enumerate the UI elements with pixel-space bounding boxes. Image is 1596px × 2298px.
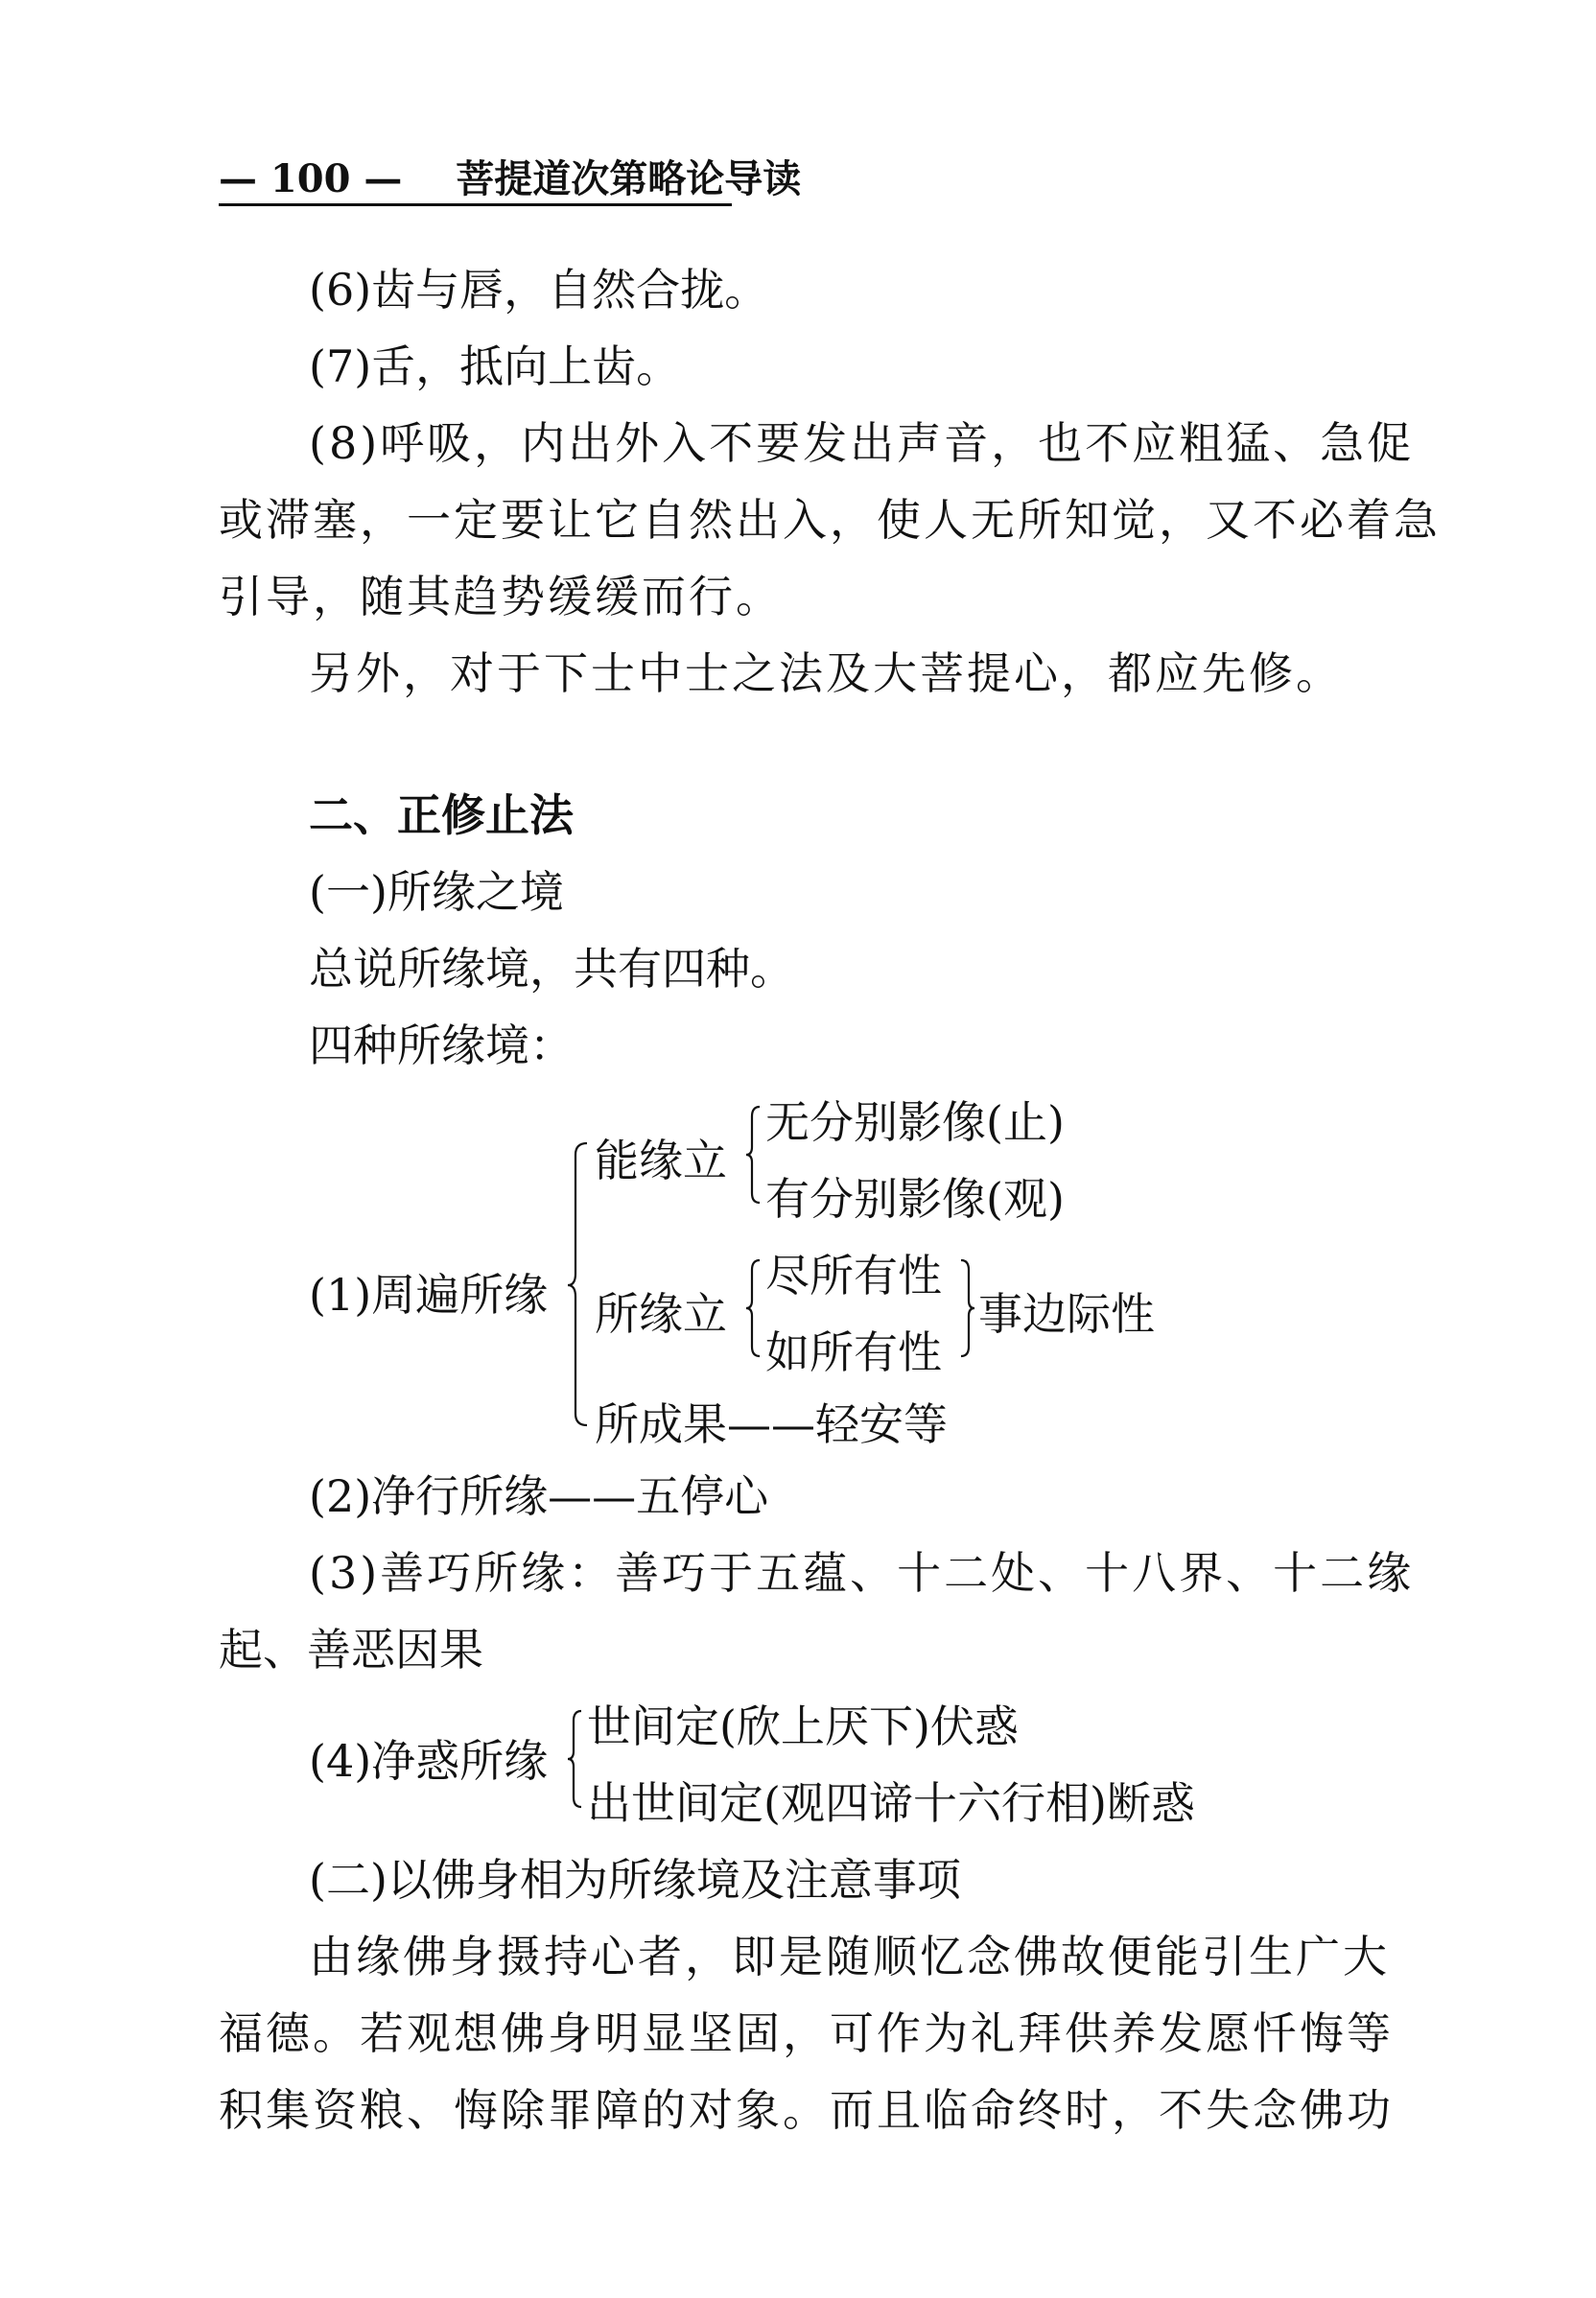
paragraph-other: 另外，对于下士中士之法及大菩提心，都应先修。 [309, 647, 1343, 699]
item-4b: 出世间定(观四谛十六行相)断惑 [587, 1777, 1195, 1829]
body-line-1: 由缘佛身摄持心者，即是随顺忆念佛故便能引生广大 [309, 1931, 1390, 1982]
diagram-suo-a: 尽所有性 [765, 1250, 942, 1301]
diagram-main-brace [566, 1141, 595, 1429]
page-number: — 100 — [219, 156, 403, 201]
item-3b: 起、善恶因果 [219, 1624, 483, 1676]
diagram-neng-b: 有分别影像(观) [765, 1173, 1065, 1225]
line-item-6: (6)齿与唇，自然合拢。 [309, 264, 769, 316]
item-3a: (3)善巧所缘：善巧于五蕴、十二处、十八界、十二缘 [309, 1547, 1415, 1599]
line-item-7: (7)舌，抵向上齿。 [309, 340, 681, 392]
section-heading: 二、正修止法 [309, 789, 574, 841]
item-4a: 世间定(欣上厌下)伏惑 [587, 1700, 1019, 1752]
item-4-label: (4)净惑所缘 [309, 1735, 549, 1787]
running-header [219, 153, 801, 205]
diagram-root-label: (1)周遍所缘 [309, 1269, 549, 1321]
four-objects-label: 四种所缘境： [309, 1020, 574, 1071]
line-item-8b: 或滞塞，一定要让它自然出入，使人无所知觉，又不必着急 [219, 494, 1441, 546]
header-rule [219, 203, 732, 206]
body-line-3: 积集资粮、悔除罪障的对象。而且临命终时，不失念佛功 [219, 2084, 1394, 2136]
body-line-2: 福德。若观想佛身明显坚固，可作为礼拜供养发愿忏悔等 [219, 2007, 1394, 2059]
subsection-heading-1: (一)所缘之境 [309, 866, 564, 918]
diagram-suo-label: 所缘立 [595, 1288, 727, 1340]
diagram-suo-b: 如所有性 [765, 1326, 942, 1378]
diagram-suo-brace [744, 1258, 763, 1358]
line-item-8c: 引导，随其趋势缓缓而行。 [219, 571, 783, 622]
line-item-8a: (8)呼吸，内出外入不要发出声音，也不应粗猛、急促 [309, 417, 1415, 469]
diagram-suo-closing-brace [959, 1258, 978, 1358]
diagram-suo-result: 事边际性 [978, 1288, 1155, 1340]
diagram-neng-a: 无分别影像(止) [765, 1096, 1065, 1148]
general-statement: 总说所缘境，共有四种。 [309, 943, 794, 995]
book-title: 菩提道次第略论导读 [456, 156, 802, 201]
item-4-brace [566, 1709, 585, 1809]
diagram-neng-brace [744, 1105, 763, 1205]
diagram-neng-label: 能缘立 [595, 1135, 727, 1186]
subsection-heading-2: (二)以佛身相为所缘境及注意事项 [309, 1854, 961, 1906]
diagram-cheng-label: 所成果——轻安等 [595, 1398, 948, 1450]
item-2: (2)净行所缘——五停心 [309, 1470, 769, 1522]
